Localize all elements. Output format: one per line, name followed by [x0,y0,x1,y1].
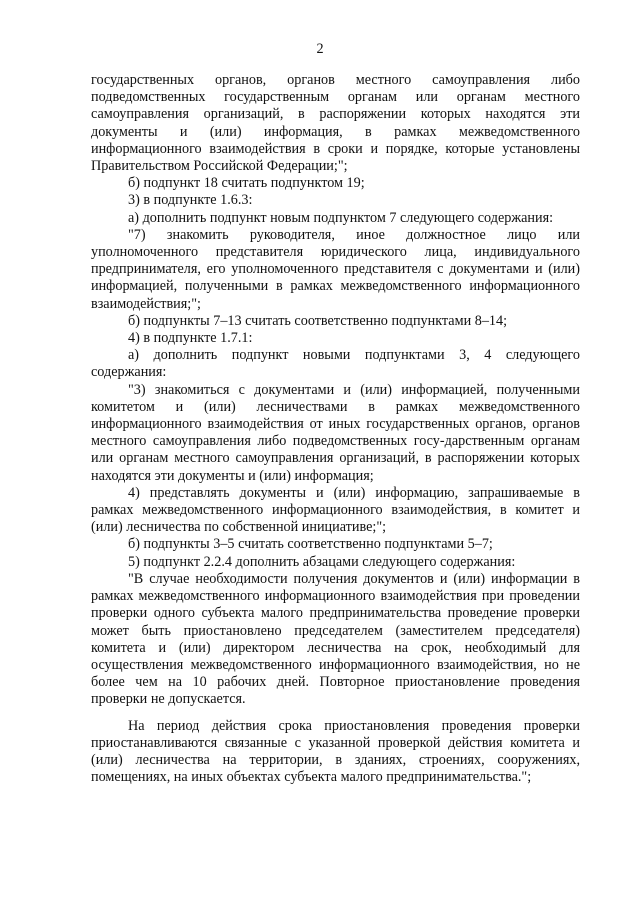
paragraph-9: "3) знакомиться с документами и (или) информацией, полученными комитетом и (или) лесничествами в рамках межведомственного информационного взаимодействия от иных государственных органов, органов местного самоуправления либо подведомственных госу-дарственным органам или органам местного самоуправления организаций, в распоряжении которых находятся эти документы и (или) информация; [91,381,580,484]
paragraph-13: "В случае необходимости получения документов и (или) информации в рамках межведомственного информационного взаимодействия при проведении проверки одного субъекта малого предпринимательства проведение проверки может быть приостановлено председателем (заместителем председателя) комитета и (или) директором лесничества на срок, необходимый для осуществления межведомственного информационного взаимодействия, но не более чем на 10 рабочих дней. Повторное приостановление проведения проверки не допускается. [91,570,580,708]
paragraph-4: а) дополнить подпункт новым подпунктом 7 следующего содержания: [128,209,554,226]
paragraph-5: "7) знакомить руководителя, иное должностное лицо или уполномоченного представителя юридического лица, индивидуального предпринимателя, его уполномоченного представителя с документами и (или) информацией, полученными в рамках межведомственного информационного взаимодействия;"; [91,226,580,312]
paragraph-2: б) подпункт 18 считать подпунктом 19; [128,175,365,192]
paragraph-11: б) подпункты 3–5 считать соответственно подпунктами 5–7; [128,536,493,553]
paragraph-12: 5) подпункт 2.2.4 дополнить абзацами следующего содержания: [128,553,516,570]
paragraph-1: государственных органов, органов местного самоуправления либо подведомственных государственным органам или органам местного самоуправления организаций, в распоряжении которых находятся эти документы и (или) информация, в рамках межведомственного информационного взаимодействия в сроки и порядке, которые установлены Правительством Российской Федерации;"; [91,72,580,175]
paragraph-8: а) дополнить подпункт новыми подпунктами 3, 4 следующего содержания: [91,347,580,381]
paragraph-14: На период действия срока приостановления проведения проверки приостанавливаются связанные с указанной проверкой действия комитета и (или) лесничества на территории, в зданиях, строениях, сооружениях, помещениях, на иных объектах субъекта малого предпринимательства."; [91,717,580,786]
paragraph-10: 4) представлять документы и (или) информацию, запрашиваемые в рамках межведомственного информационного взаимодействия, в комитет и (или) лесничества по собственной инициативе;"; [91,484,580,536]
paragraph-3: 3) в подпункте 1.6.3: [128,192,253,209]
body-text [91,72,580,786]
paragraph-7: 4) в подпункте 1.7.1: [128,330,253,347]
paragraph-6: б) подпункты 7–13 считать соответственно подпунктами 8–14; [128,312,508,329]
page-number: 2 [316,41,324,57]
